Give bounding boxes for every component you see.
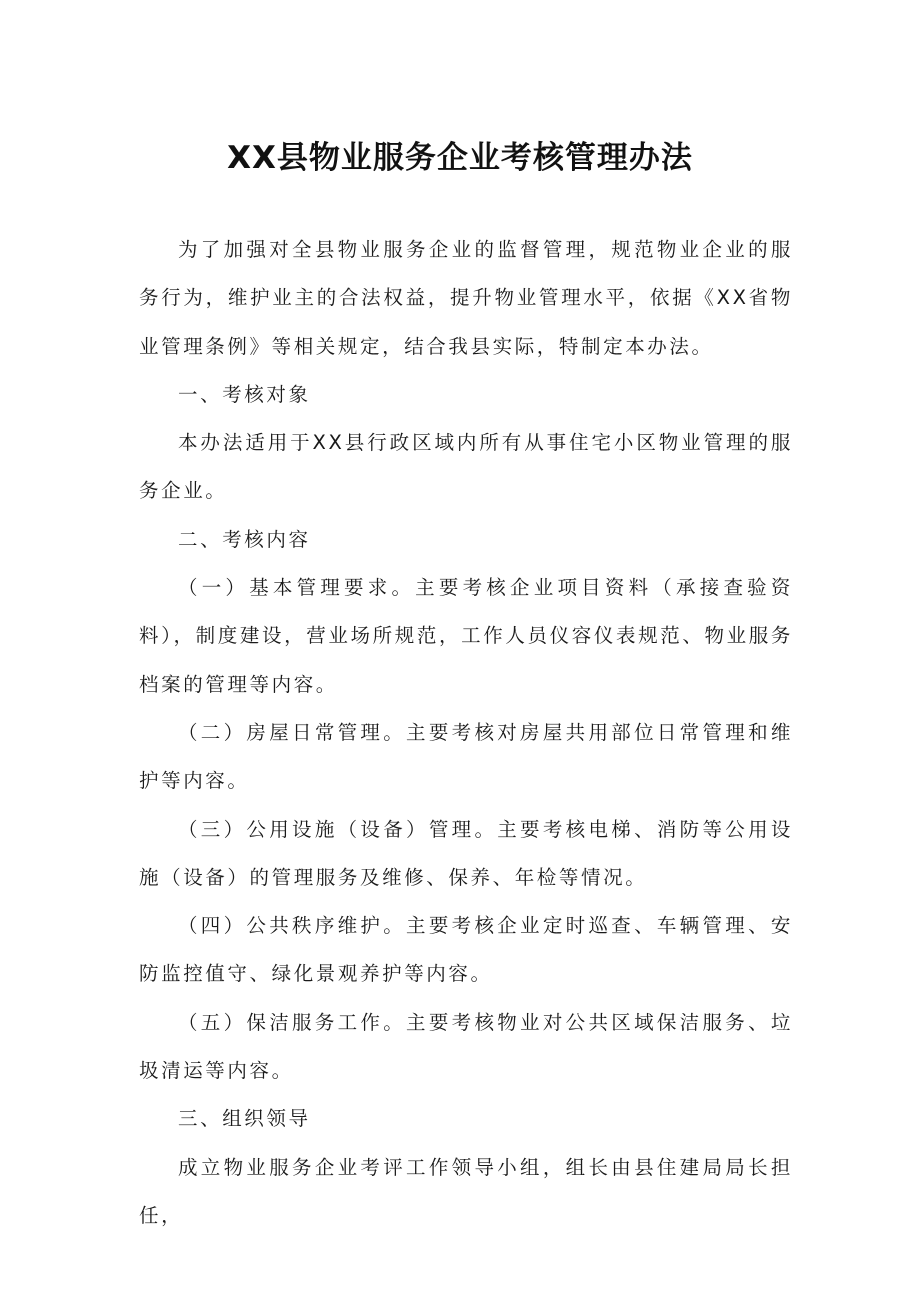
paragraph-basic-management: （一）基本管理要求。主要考核企业项目资料（承接查验资料），制度建设，营业场所规范，工作人员仪容仪表规范、物业服务档案的管理等内容。: [139, 576, 793, 696]
paragraph-cleaning-service: （五）保洁服务工作。主要考核物业对公共区域保洁服务、垃圾清运等内容。: [139, 1010, 793, 1083]
paragraph-intro: 为了加强对全县物业服务企业的监督管理，规范物业企业的服务行为，维护业主的合法权益，提升物业管理水平，依据《XX省物业管理条例》等相关规定，结合我县实际，特制定本办法。: [139, 238, 793, 358]
paragraph-housing-management: （二）房屋日常管理。主要考核对房屋共用部位日常管理和维护等内容。: [139, 720, 793, 793]
paragraph-organization: 成立物业服务企业考评工作领导小组，组长由县住建局局长担任，: [139, 1155, 793, 1227]
document-body: [139, 226, 793, 1240]
section-heading-organization: 三、组织领导: [178, 1107, 311, 1131]
paragraph-assessment-target: 本办法适用于XX县行政区域内所有从事住宅小区物业管理的服务企业。: [139, 431, 793, 503]
paragraph-public-order: （四）公共秩序维护。主要考核企业定时巡查、车辆管理、安防监控值守、绿化景观养护等内容。: [139, 914, 793, 986]
paragraph-facilities-management: （三）公用设施（设备）管理。主要考核电梯、消防等公用设施（设备）的管理服务及维修、保养、年检等情况。: [139, 817, 793, 889]
section-heading-assessment-content: 二、考核内容: [178, 527, 311, 551]
document-title: XX县物业服务企业考核管理办法: [227, 140, 693, 176]
section-heading-assessment-target: 一、考核对象: [178, 382, 311, 406]
